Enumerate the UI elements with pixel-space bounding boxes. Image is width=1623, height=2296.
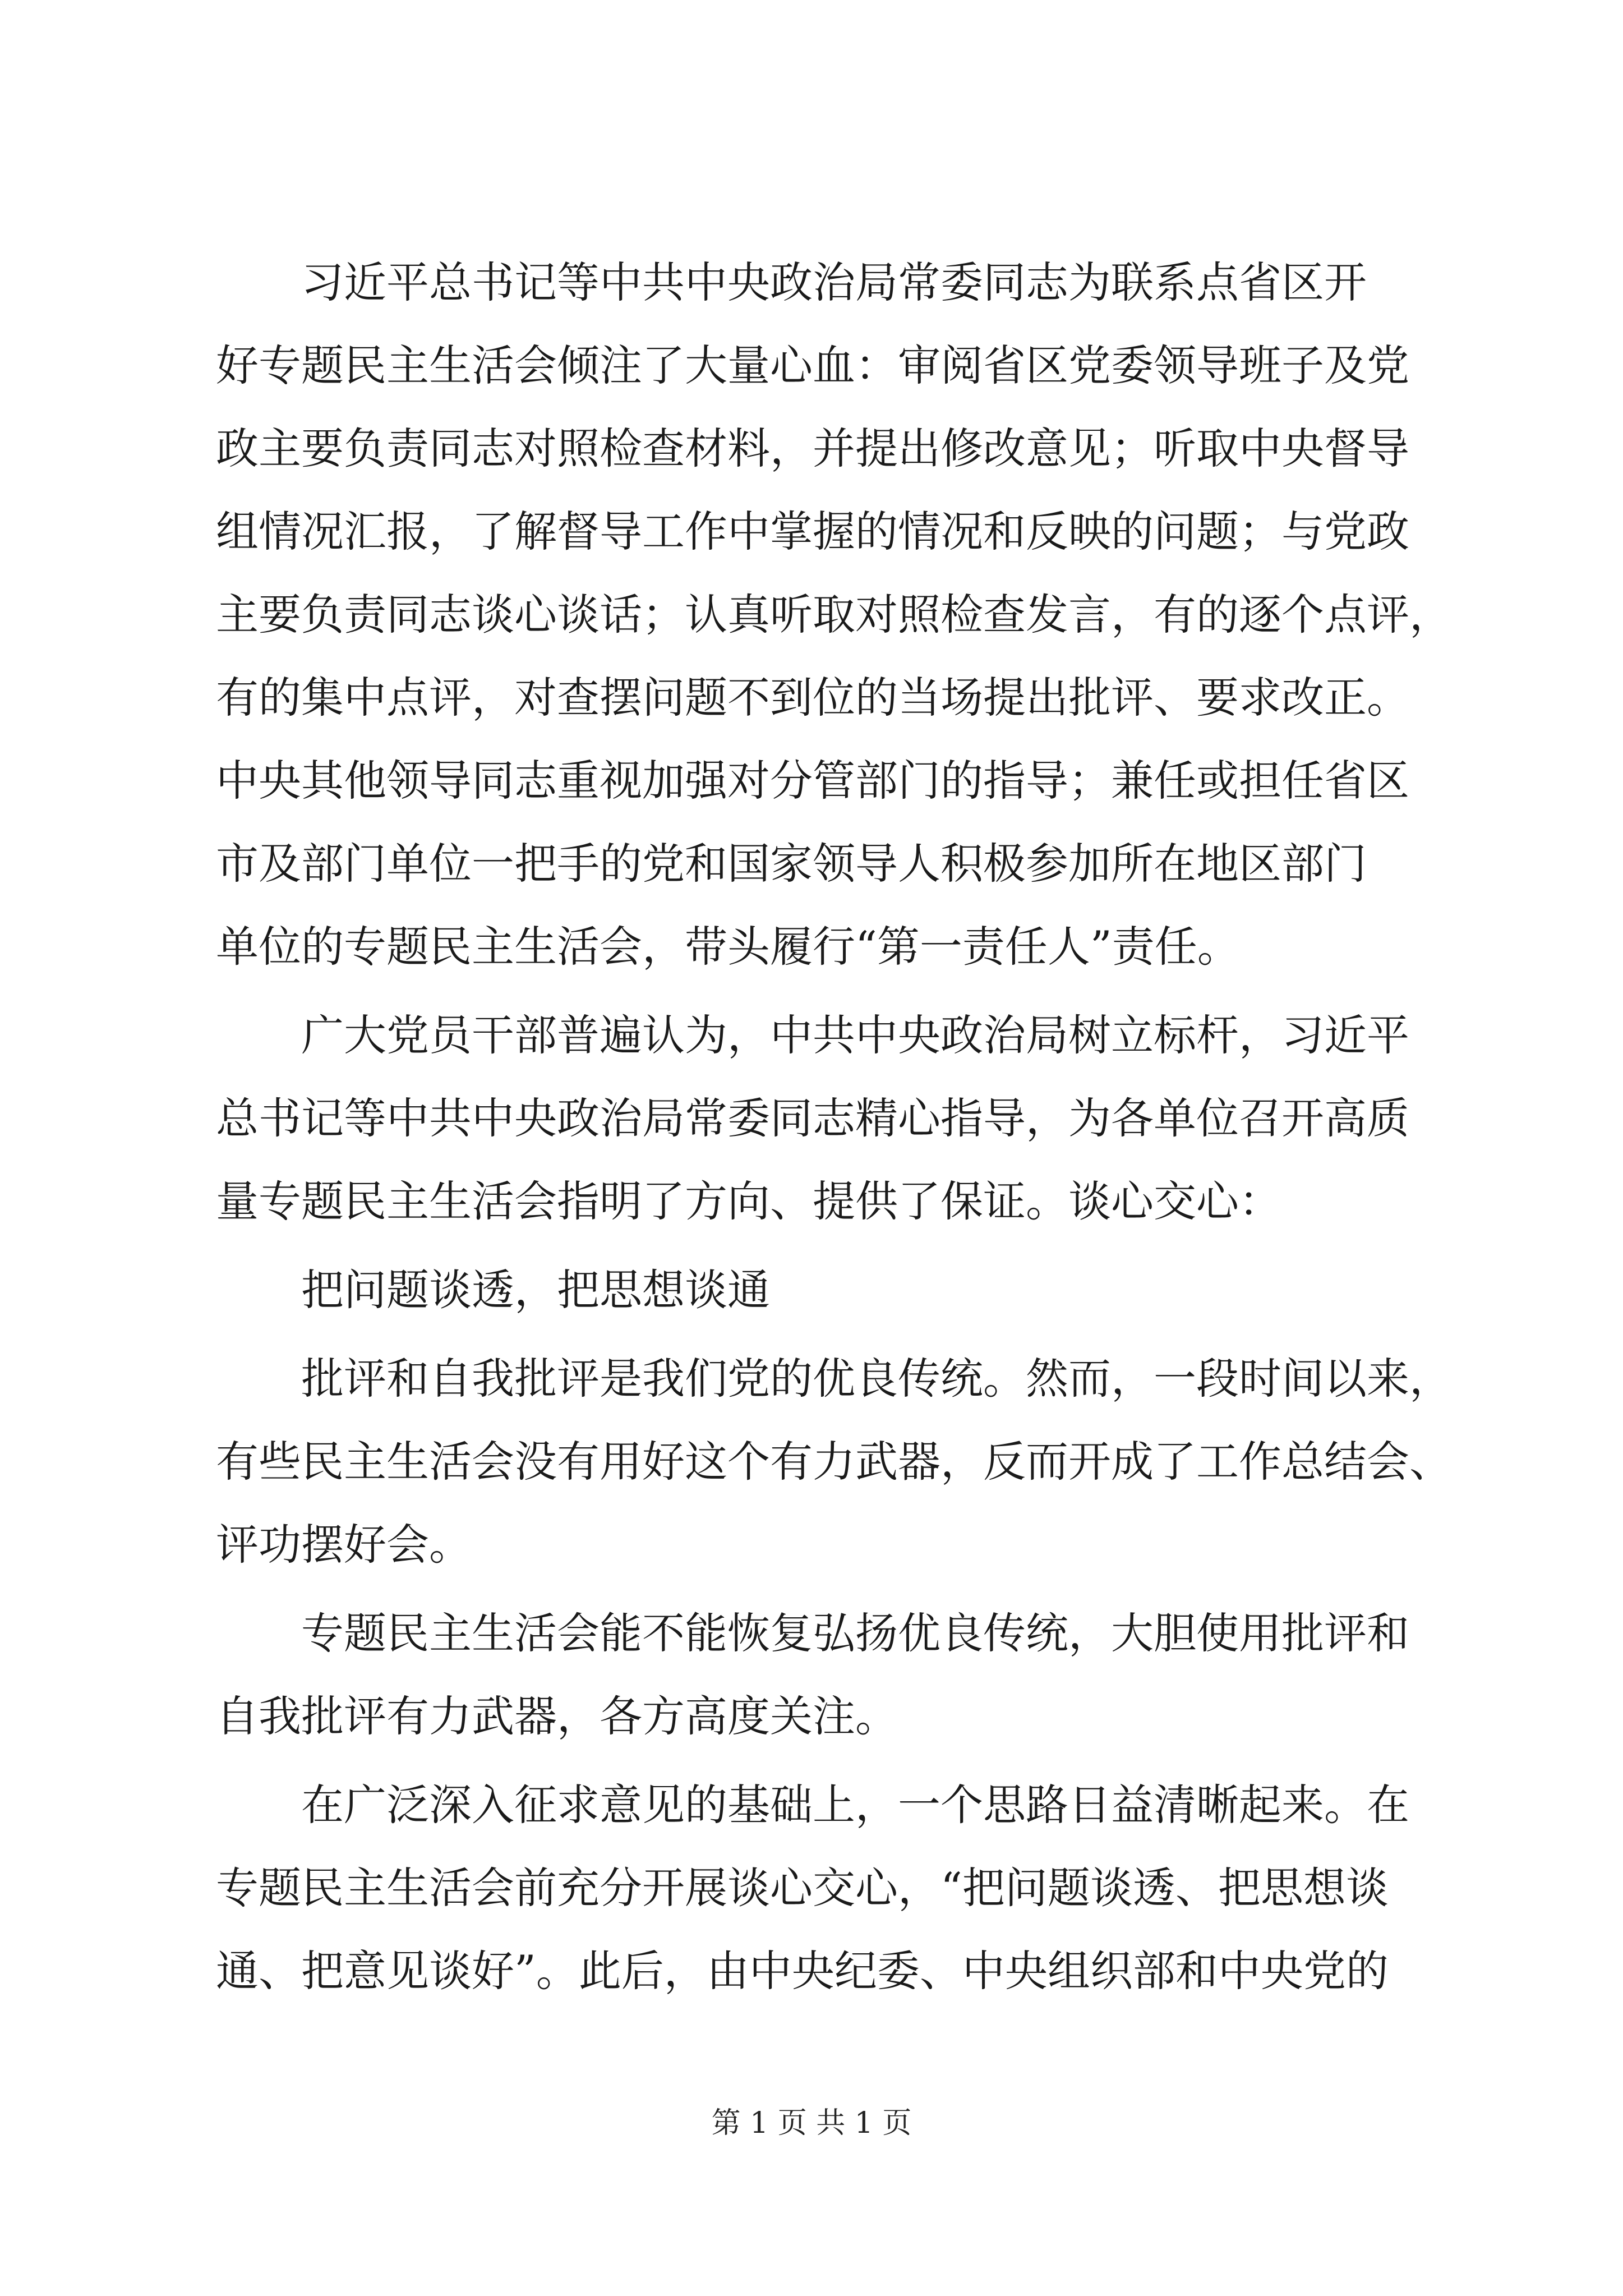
text-line: 中央其他领导同志重视加强对分管部门的指导；兼任或担任省区	[216, 756, 1409, 806]
paragraph-gap	[216, 1243, 1410, 1249]
page-footer	[0, 2101, 1623, 2146]
document-body	[216, 241, 1452, 2013]
text-line: 把问题谈透，把思想谈通	[216, 1265, 770, 1315]
text-line: 量专题民主生活会指明了方向、提供了保证。谈心交心：	[216, 1176, 1281, 1226]
text-line: 有的集中点评，对查摆问题不到位的当场提出批评、要求改正。	[216, 673, 1409, 723]
text-line: 在广泛深入征求意见的基础上，一个思路日益清晰起来。在	[216, 1780, 1409, 1830]
text-line: 总书记等中共中央政治局常委同志精心指导，为各单位召开高质	[216, 1093, 1409, 1143]
paragraph-gap	[216, 1332, 1410, 1337]
text-line: 通、把意见谈好”。此后，由中央纪委、中央组织部和中央党的	[216, 1946, 1389, 1996]
text-line: 自我批评有力武器，各方高度关注。	[216, 1691, 898, 1741]
paragraph-gap	[216, 1586, 1410, 1592]
text-line: 习近平总书记等中共中央政治局常委同志为联系点省区开	[216, 257, 1367, 307]
text-line: 专题民主生活会前充分开展谈心交心，“把问题谈透、把思想谈	[216, 1863, 1389, 1913]
text-line: 组情况汇报，了解督导工作中掌握的情况和反映的问题；与党政	[216, 507, 1409, 556]
paragraph-gap	[216, 1758, 1410, 1764]
paragraph-gap	[216, 988, 1410, 994]
text-line: 评功摆好会。	[216, 1520, 472, 1570]
text-line: 好专题民主生活会倾注了大量心血：审阅省区党委领导班子及党	[216, 341, 1409, 390]
text-line: 市及部门单位一把手的党和国家领导人积极参加所在地区部门	[216, 839, 1367, 889]
text-line: 主要负责同志谈心谈话；认真听取对照检查发言，有的逐个点评，	[216, 590, 1452, 639]
text-line: 广大党员干部普遍认为，中共中央政治局树立标杆，习近平	[216, 1010, 1409, 1060]
text-line: 有些民主生活会没有用好这个有力武器，反而开成了工作总结会、	[216, 1437, 1452, 1487]
text-line: 政主要负责同志对照检查材料，并提出修改意见；听取中央督导	[216, 424, 1409, 473]
text-line: 单位的专题民主生活会，带头履行“第一责任人”责任。	[216, 922, 1240, 972]
text-line: 批评和自我批评是我们党的优良传统。然而，一段时间以来，	[216, 1354, 1452, 1404]
page-number-label: 第 1 页 共 1 页	[711, 2106, 912, 2140]
text-line: 专题民主生活会能不能恢复弘扬优良传统，大胆使用批评和	[216, 1608, 1409, 1658]
